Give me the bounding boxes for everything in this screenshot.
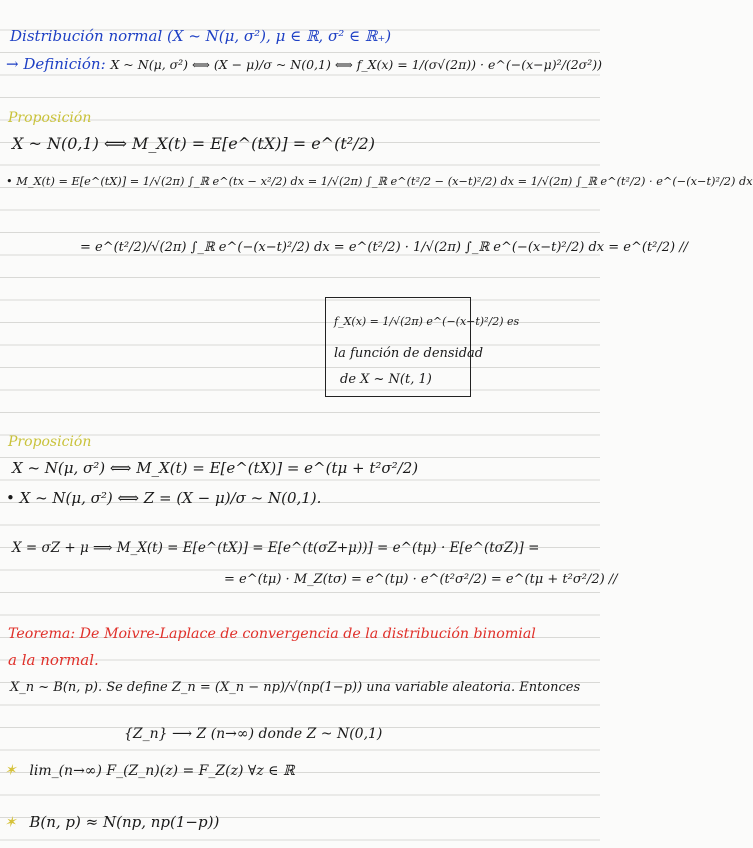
- proposition-heading-1: Proposición: [8, 110, 92, 126]
- density-note-box: [325, 297, 520, 397]
- star-bullet-icon: ✶: [4, 813, 17, 831]
- density-note-line-1: f_X(x) = 1/√(2π) e^(−(x−t)²/2) es: [334, 315, 520, 328]
- theorem-title-continued: a la normal.: [8, 651, 99, 669]
- cdf-limit: lim_(n→∞) F_(Z_n)(z) = F_Z(z) ∀z ∈ ℝ: [29, 763, 295, 779]
- theorem-consequence-1: [4, 760, 295, 781]
- proposition-2-statement: X ~ N(μ, σ²) ⟺ M_X(t) = E[e^(tX)] = e^(tμ + t²σ²/2): [12, 459, 419, 477]
- definition-body: X ~ N(μ, σ²) ⟺ (X − μ)/σ ~ N(0,1) ⟺ f_X(x) = 1/(σ√(2π)) · e^(−(x−μ)²/(2σ²)): [110, 57, 602, 72]
- proposition-2-standardization: • X ~ N(μ, σ²) ⟺ Z = (X − μ)/σ ~ N(0,1).: [6, 489, 322, 507]
- proposition-2-derivation-2: = e^(tμ) · M_Z(tσ) = e^(tμ) · e^(t²σ²/2) = e^(tμ + t²σ²/2) //: [224, 572, 618, 587]
- definition-label: → Definición:: [6, 55, 106, 73]
- star-bullet-icon: ✶: [4, 761, 17, 779]
- theorem-consequence-2: [4, 812, 219, 832]
- section-title: Distribución normal (X ~ N(μ, σ²), μ ∈ ℝ, σ² ∈ ℝ₊): [10, 27, 392, 45]
- binomial-approximation: B(n, p) ≈ N(np, np(1−p)): [29, 813, 220, 831]
- density-note-line-3: de X ~ N(t, 1): [340, 372, 432, 387]
- definition-line: [6, 54, 602, 75]
- theorem-hypothesis: X_n ~ B(n, p). Se define Z_n = (X_n − np)/√(np(1−p)) una variable aleatoria. Entonces: [10, 680, 581, 695]
- theorem-title: Teorema: De Moivre-Laplace de convergencia de la distribución binomial: [8, 626, 536, 642]
- proposition-1-derivation-1: • M_X(t) = E[e^(tX)] = 1/√(2π) ∫_ℝ e^(tx − x²/2) dx = 1/√(2π) ∫_ℝ e^(t²/2 − (x−t)²/2) dx = 1/√(2π) ∫_ℝ e^(t²/2) · e^(−(x−t)²/2) dx: [6, 175, 753, 188]
- density-note-line-2: la función de densidad: [334, 346, 484, 361]
- proposition-1-derivation-2: = e^(t²/2)/√(2π) ∫_ℝ e^(−(x−t)²/2) dx = e^(t²/2) · 1/√(2π) ∫_ℝ e^(−(x−t)²/2) dx = e^(t²/2) //: [80, 240, 688, 255]
- proposition-2-derivation-1: X = σZ + μ ⟹ M_X(t) = E[e^(tX)] = E[e^(t(σZ+μ))] = e^(tμ) · E[e^(tσZ)] =: [12, 540, 540, 556]
- proposition-1-statement: X ~ N(0,1) ⟺ M_X(t) = E[e^(tX)] = e^(t²/2): [12, 134, 375, 153]
- theorem-convergence: {Z_n} ⟶ Z (n→∞) donde Z ~ N(0,1): [124, 726, 383, 742]
- proposition-heading-2: Proposición: [8, 434, 92, 450]
